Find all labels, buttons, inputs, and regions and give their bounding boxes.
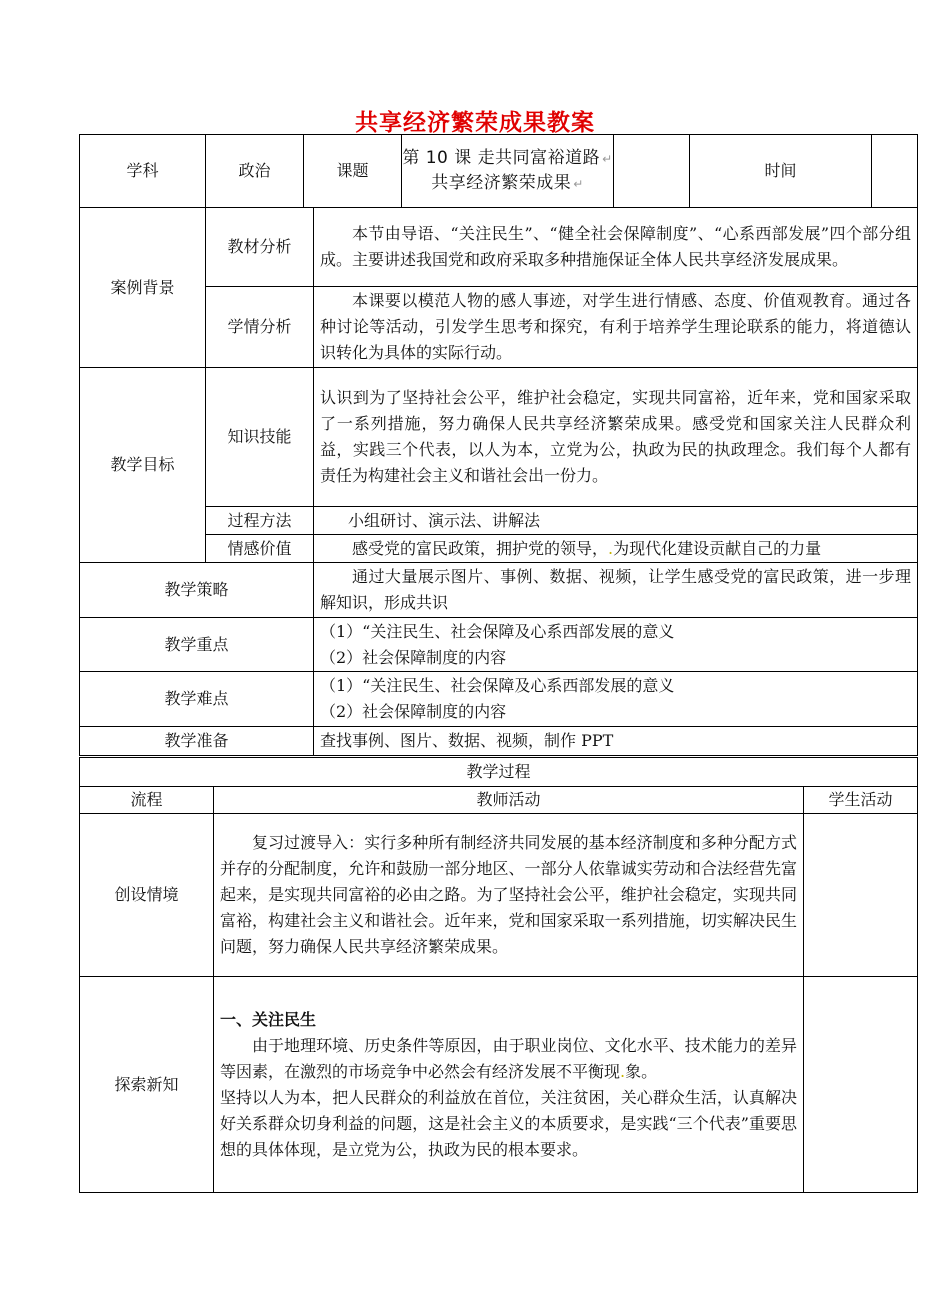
emotion-value-text-b: 为现代化建设贡献自己的力量	[613, 538, 822, 558]
key-point-2: （2）社会保障制度的内容	[320, 647, 507, 667]
textbook-analysis-label: 教材分析	[206, 208, 314, 287]
emotion-value-text	[314, 535, 918, 563]
revision-mark-icon: .	[620, 1061, 626, 1081]
column-header-student: 学生活动	[804, 787, 918, 814]
explore-paragraph-1	[220, 1033, 797, 1085]
time-label: 时间	[690, 135, 872, 208]
section-heading: 一、关注民生	[220, 1009, 317, 1029]
student-analysis-text: 本课要以模范人物的感人事迹，对学生进行情感、态度、价值观教育。通过各种讨论等活动，引发学生思考和探究，有利于培养学生理论联系的能力，将道德认识转化为具体的实际行动。	[314, 287, 918, 368]
process-method-label: 过程方法	[206, 507, 314, 535]
lesson-topic-line2: 共享经济繁荣成果	[431, 173, 572, 193]
difficulties-label: 教学难点	[80, 672, 314, 727]
explore-paragraph-1a: 由于地理环境、历史条件等原因，由于职业岗位、文化水平、技术能力的差异等因素，在激烈的市场竞争中必然会有经济发展不平衡现	[220, 1035, 797, 1081]
preparation-label: 教学准备	[80, 727, 314, 756]
topic-label: 课题	[304, 135, 402, 208]
lesson-topic	[402, 135, 614, 208]
strategy-label: 教学策略	[80, 563, 314, 618]
student-activity-explore	[804, 977, 918, 1193]
goals-label: 教学目标	[80, 368, 206, 563]
lesson-info-table	[79, 134, 918, 756]
subject-value: 政治	[206, 135, 304, 208]
student-analysis-label: 学情分析	[206, 287, 314, 368]
teacher-activity-explore	[214, 977, 804, 1193]
difficulties-text	[314, 672, 918, 727]
strategy-text: 通过大量展示图片、事例、数据、视频，让学生感受党的富民政策，进一步理解知识，形成共识	[314, 563, 918, 618]
key-points-label: 教学重点	[80, 618, 314, 672]
teacher-activity-scene: 复习过渡导入：实行多种所有制经济共同发展的基本经济制度和多种分配方式并存的分配制度，允许和鼓励一部分地区、一部分人依靠诚实劳动和合法经营先富起来，是实现共同富裕的必由之路。为了坚持社会公平，维护社会稳定，实现共同富裕，构建社会主义和谐社会。近年来，党和国家采取一系列措施，切实解决民生问题，努力确保人民共享经济繁荣成果。	[214, 814, 804, 977]
flow-step-scene: 创设情境	[80, 814, 214, 977]
process-method-text: 小组研讨、演示法、讲解法	[314, 507, 918, 535]
paragraph-mark-icon: ↵	[573, 177, 584, 191]
column-header-teacher: 教师活动	[214, 787, 804, 814]
explore-paragraph-1b: 象。	[625, 1061, 658, 1081]
emotion-value-text-a: 感受党的富民政策，拥护党的领导，	[352, 538, 609, 558]
teaching-process-table	[79, 757, 918, 1193]
revision-mark-icon: .	[608, 538, 614, 558]
difficulty-2: （2）社会保障制度的内容	[320, 702, 507, 721]
process-heading: 教学过程	[80, 758, 918, 787]
blank-cell	[614, 135, 690, 208]
difficulty-1: （1）“关注民生、社会保障及心系西部发展的意义	[320, 676, 675, 695]
preparation-text: 查找事例、图片、数据、视频，制作 PPT	[314, 727, 918, 756]
explore-paragraph-2: 坚持以人为本，把人民群众的利益放在首位，关注贫困，关心群众生活，认真解决好关系群众切身利益的问题，这是社会主义的本质要求，是实践“三个代表”重要思想的具体体现，是立党为公，执政为民的根本要求。	[220, 1087, 797, 1159]
knowledge-skills-label: 知识技能	[206, 368, 314, 507]
key-point-1: （1）“关注民生、社会保障及心系西部发展的意义	[320, 621, 675, 641]
subject-label: 学科	[80, 135, 206, 208]
time-value	[872, 135, 918, 208]
textbook-analysis-text: 本节由导语、“关注民生”、“健全社会保障制度”、“心系西部发展”四个部分组成。主要讲述我国党和政府采取多种措施保证全体人民共享经济发展成果。	[314, 208, 918, 287]
knowledge-skills-text: 认识到为了坚持社会公平，维护社会稳定，实现共同富裕，近年来，党和国家采取了一系列措施，努力确保人民共享经济繁荣成果。感受党和国家关注人民群众利益，实践三个代表，以人为本，立党为公，执政为民的执政理念。我们每个人都有责任为构建社会主义和谐社会出一份力。	[314, 368, 918, 507]
key-points-text	[314, 618, 918, 672]
paragraph-mark-icon: ↵	[602, 152, 613, 166]
document-title: 共享经济繁荣成果教案	[355, 110, 595, 136]
emotion-value-label: 情感价值	[206, 535, 314, 563]
student-activity-scene	[804, 814, 918, 977]
flow-step-explore: 探索新知	[80, 977, 214, 1193]
background-label: 案例背景	[80, 208, 206, 368]
lesson-topic-line1: 第 10 课 走共同富裕道路	[402, 148, 601, 168]
column-header-flow: 流程	[80, 787, 214, 814]
